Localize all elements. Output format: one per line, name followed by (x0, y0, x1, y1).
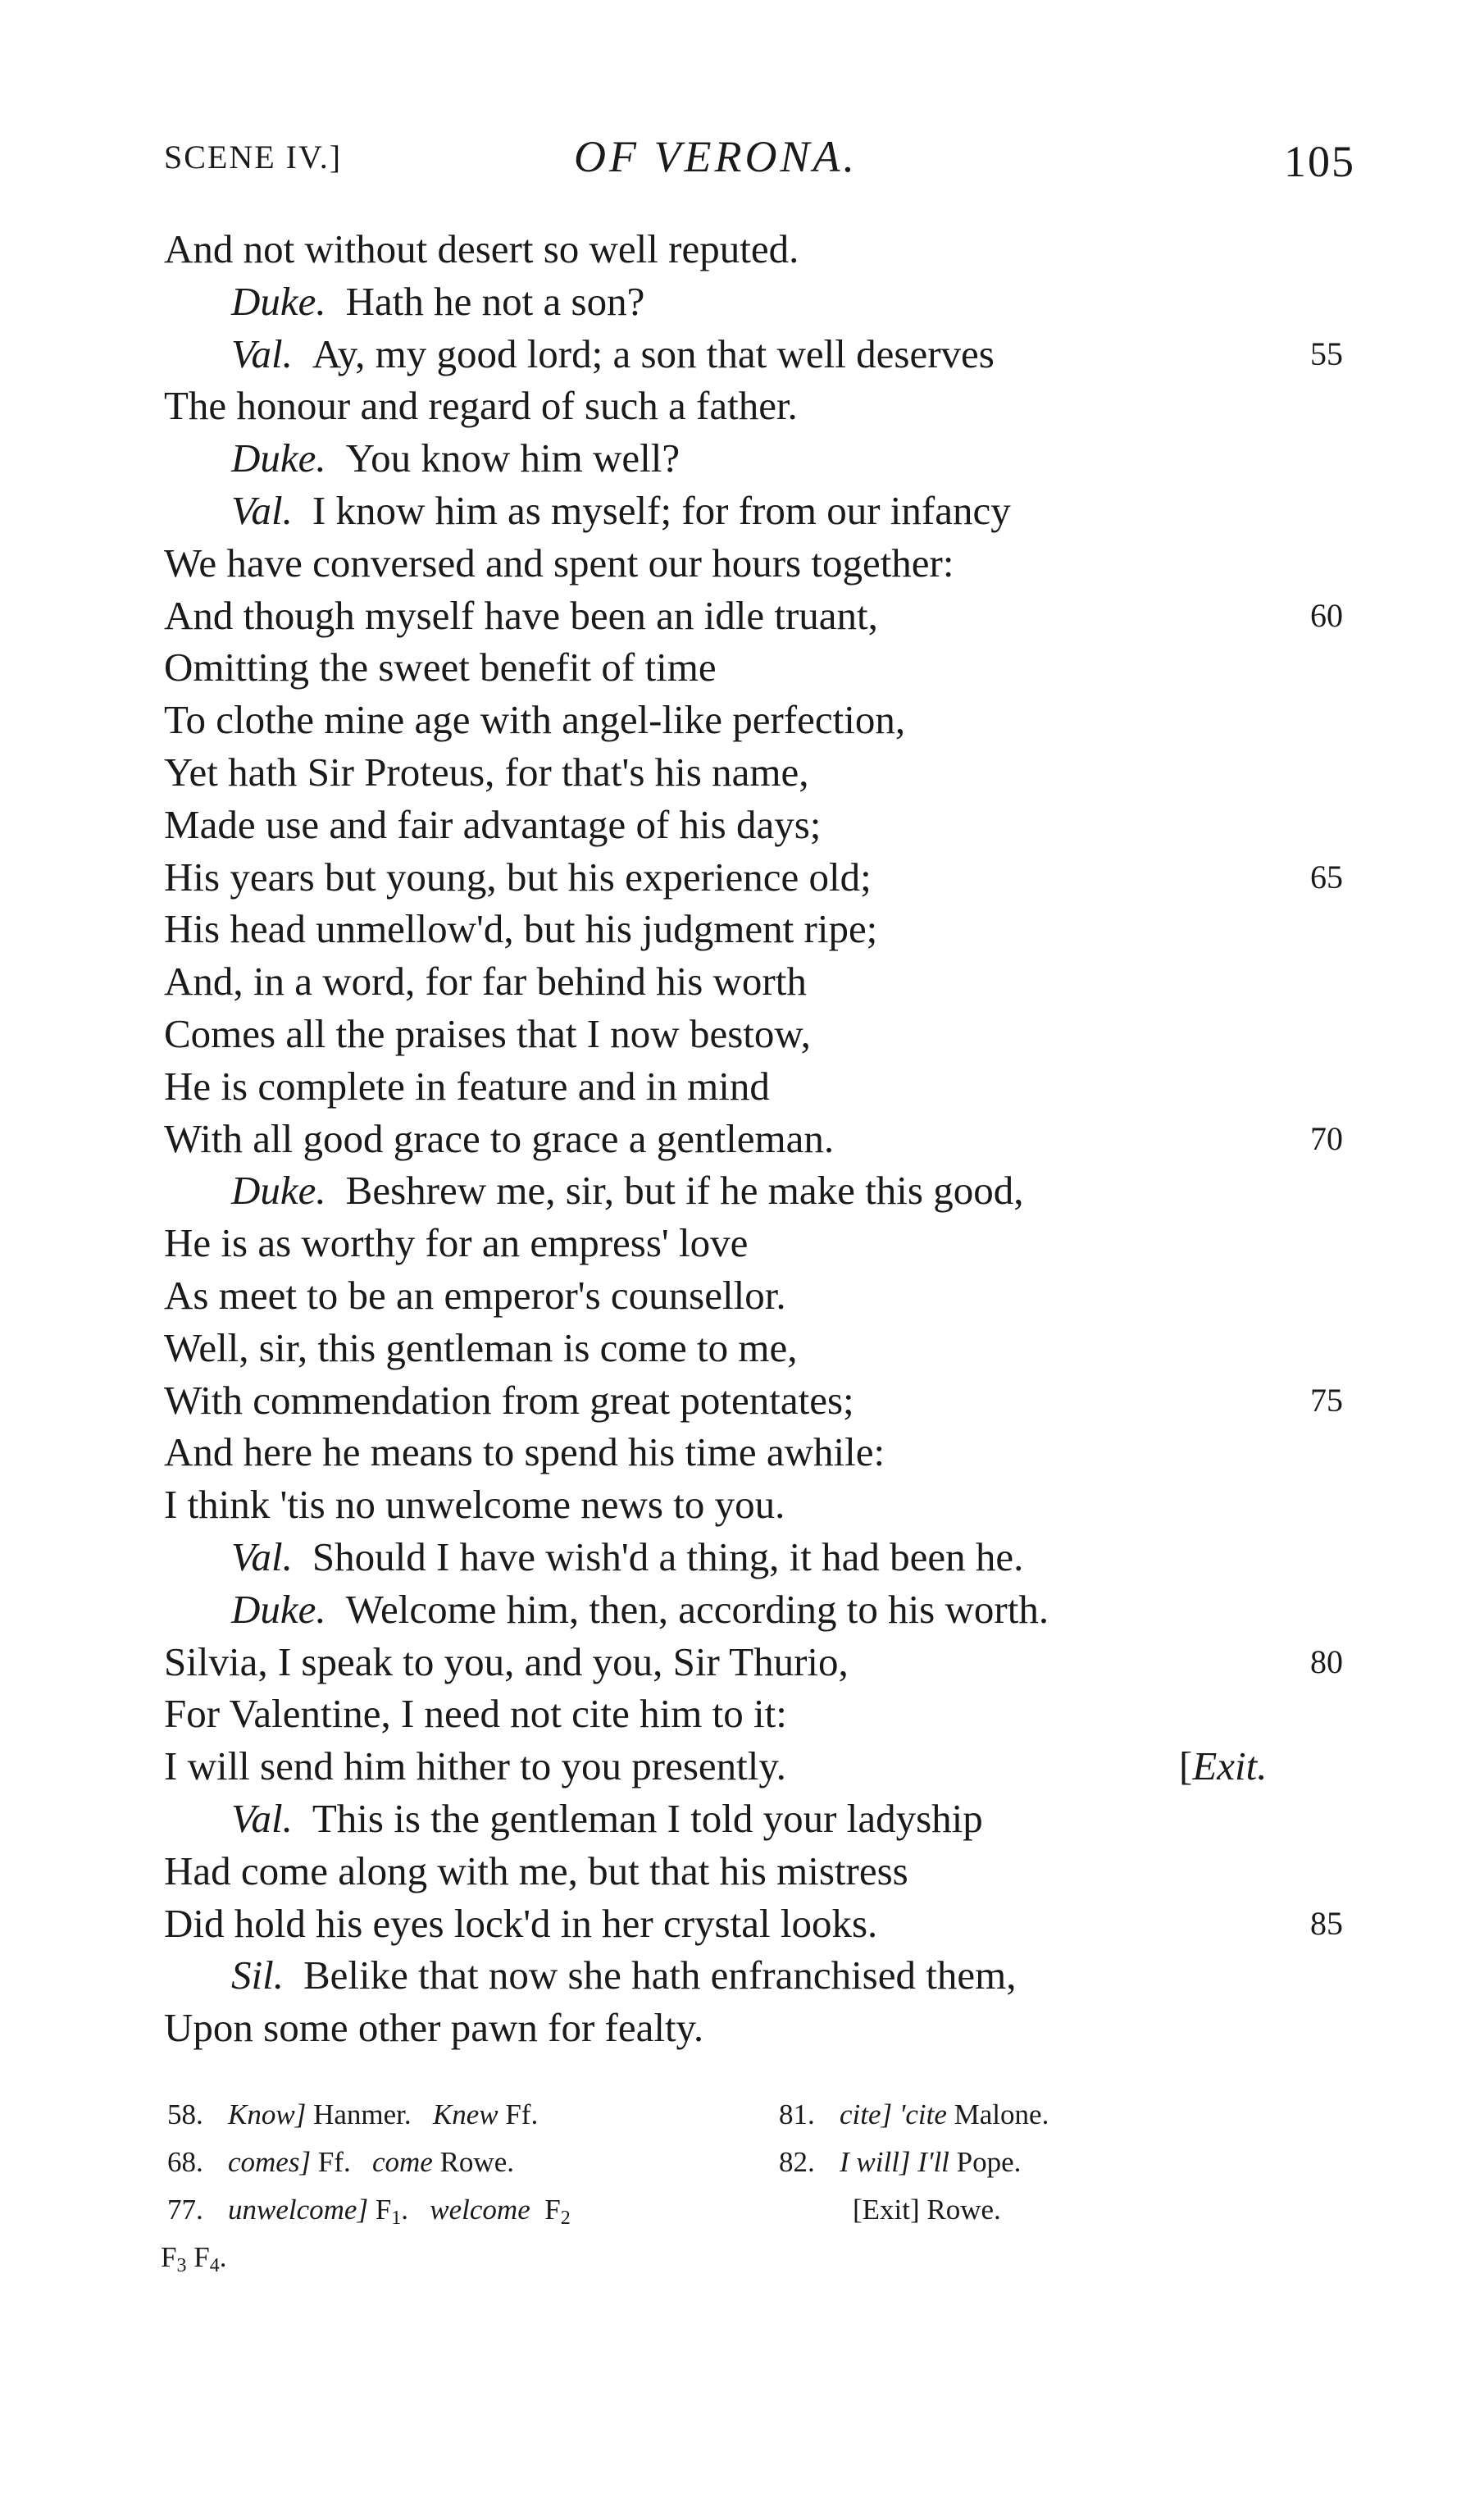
line-number: 75 (1310, 1381, 1343, 1419)
line-text: We have conversed and spent our hours together: (164, 540, 954, 585)
verse-line (164, 851, 1377, 904)
line-text: Omitting the sweet benefit of time (164, 645, 717, 690)
verse-line (164, 955, 1377, 1008)
verse-line (164, 1845, 1377, 1898)
verse-line (164, 276, 1377, 328)
verse-line (164, 432, 1377, 485)
line-text: His head unmellow'd, but his judgment ripe; (164, 906, 878, 952)
line-text: Hath he not a son? (345, 278, 645, 324)
verse-line (164, 746, 1377, 799)
verse-line (164, 1898, 1377, 1950)
footnote-58: 58. Know] Hanmer. Knew Ff. (167, 2098, 539, 2130)
line-text: To clothe mine age with angel-like perfection, (164, 697, 906, 743)
page-number: 105 (1284, 137, 1355, 186)
speaker-name: Duke. (231, 1168, 326, 1214)
line-number: 55 (1310, 335, 1343, 372)
line-text: Belike that now she hath enfranchised them, (303, 1952, 1017, 1998)
scene-label: SCENE IV.] (164, 139, 343, 175)
verse-line (164, 537, 1377, 590)
speaker-name: Duke. (231, 435, 326, 481)
verse-line (164, 641, 1377, 694)
line-text: You know him well? (345, 435, 681, 481)
speaker-name: Val. (231, 330, 293, 376)
verse-line (164, 1008, 1377, 1060)
line-text: He is complete in feature and in mind (164, 1063, 770, 1109)
verse-line (164, 380, 1377, 432)
verse-line (164, 1949, 1377, 2002)
line-text: With all good grace to grace a gentleman. (164, 1115, 835, 1161)
line-text: Should I have wish'd a thing, it had been he. (312, 1533, 1024, 1579)
line-text: Welcome him, then, according to his worth. (345, 1586, 1049, 1632)
footnote-82: 82. I will] I'll Pope. (779, 2146, 1022, 2178)
line-text: Comes all the praises that I now bestow, (164, 1010, 811, 1056)
line-number: 80 (1310, 1643, 1343, 1680)
verse-line (164, 1217, 1377, 1269)
line-text: And though myself have been an idle truant, (164, 592, 878, 638)
verse-line (164, 694, 1377, 746)
verse-line (164, 1164, 1377, 1217)
line-text: And not without desert so well reputed. (164, 226, 799, 271)
verse-line (164, 590, 1377, 642)
verse-line (164, 1374, 1377, 1427)
verse-line (164, 1636, 1377, 1688)
line-text: I will send him hither to you presently. (164, 1743, 786, 1789)
verse-line (164, 2002, 1377, 2054)
footnote-77: 77. unwelcome] $F_1$. welcome $F_2$ (167, 2194, 571, 2229)
line-text: As meet to be an emperor's counsellor. (164, 1272, 786, 1318)
footnote-82-cont: [Exit] Rowe. (853, 2194, 1001, 2226)
line-text: The honour and regard of such a father. (164, 383, 798, 429)
line-text: And here he means to spend his time awhile: (164, 1429, 885, 1475)
verse-line (164, 1793, 1377, 1845)
verse-line (164, 328, 1377, 380)
line-text: I think 'tis no unwelcome news to you. (164, 1482, 785, 1528)
speaker-name: Duke. (231, 1586, 326, 1632)
line-text: Silvia, I speak to you, and you, Sir Thurio, (164, 1638, 849, 1684)
footnote-81: 81. cite] 'cite Malone. (779, 2098, 1049, 2130)
speaker-name: Sil. (231, 1952, 284, 1998)
verse-line (164, 799, 1377, 851)
verse-line (164, 223, 1377, 276)
line-text: Made use and fair advantage of his days; (164, 801, 822, 847)
verse-line (164, 1688, 1377, 1740)
verse-line (164, 485, 1377, 537)
footnote-77-cont: $F_3$ $F_4$. (161, 2241, 227, 2276)
verse-text (164, 223, 1377, 2054)
speaker-name: Val. (231, 487, 293, 533)
line-number: 65 (1310, 858, 1343, 895)
line-text: Had come along with me, but that his mistress (164, 1848, 908, 1893)
line-text: Ay, my good lord; a son that well deserves (312, 330, 995, 376)
stage-direction: [Exit. (1179, 1743, 1268, 1789)
verse-line (164, 1531, 1377, 1583)
verse-line (164, 1060, 1377, 1113)
line-text: I know him as myself; for from our infancy (312, 487, 1011, 533)
speaker-name: Val. (231, 1533, 293, 1579)
verse-line (164, 1740, 1377, 1793)
speaker-name: Duke. (231, 278, 326, 324)
footnote-68: 68. comes] Ff. come Rowe. (167, 2146, 514, 2178)
line-text: Upon some other pawn for fealty. (164, 2005, 704, 2051)
line-text: Well, sir, this gentleman is come to me, (164, 1324, 798, 1370)
speaker-name: Val. (231, 1795, 293, 1841)
line-text: Did hold his eyes lock'd in her crystal looks. (164, 1900, 878, 1946)
line-number: 70 (1310, 1119, 1343, 1157)
running-head (0, 131, 1484, 197)
verse-line (164, 1583, 1377, 1636)
line-text: Beshrew me, sir, but if he make this good, (345, 1168, 1024, 1214)
verse-line (164, 1322, 1377, 1374)
line-number: 85 (1310, 1904, 1343, 1942)
line-text: This is the gentleman I told your ladyship (312, 1795, 983, 1841)
line-text: Yet hath Sir Proteus, for that's his name, (164, 749, 809, 795)
line-text: And, in a word, for far behind his worth (164, 959, 807, 1005)
verse-line (164, 1113, 1377, 1165)
line-number: 60 (1310, 596, 1343, 634)
line-text: For Valentine, I need not cite him to it: (164, 1691, 787, 1737)
verse-line (164, 1479, 1377, 1531)
line-text: With commendation from great potentates; (164, 1377, 854, 1423)
verse-line (164, 1269, 1377, 1322)
running-title: OF VERONA. (574, 132, 858, 181)
line-text: He is as worthy for an empress' love (164, 1220, 749, 1266)
verse-line (164, 903, 1377, 955)
verse-line (164, 1426, 1377, 1479)
line-text: His years but young, but his experience old; (164, 854, 872, 900)
